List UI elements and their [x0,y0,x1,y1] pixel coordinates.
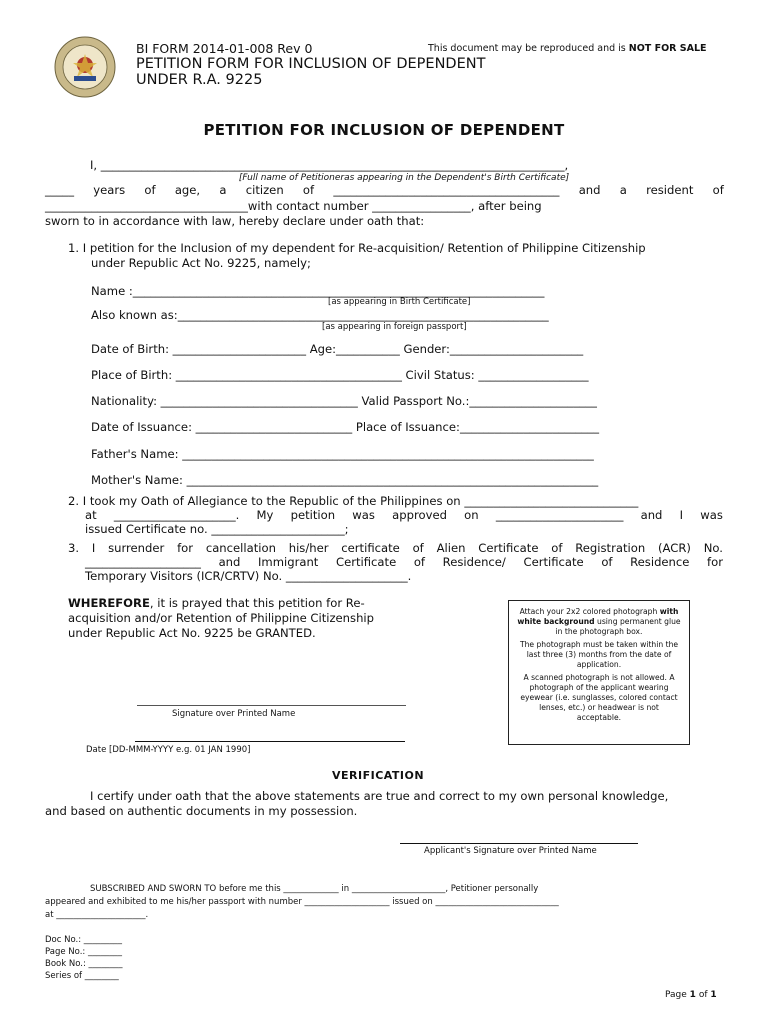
word: of [712,183,724,197]
word: and [640,508,663,522]
wherefore-line1-rest: , it is prayed that this petition for Re- [149,596,365,610]
word: Certificate [523,555,584,569]
word: surrender [108,541,165,555]
word: for [707,555,723,569]
jurat-line2[interactable]: appeared and exhibited to me his/her passport with number ____________________ issued on _____________________________ [45,897,559,907]
word: age, [174,183,201,197]
item2-line1[interactable]: 2. I took my Oath of Allegiance to the Republic of the Philippines on ______________________________ [68,494,639,508]
word: of [144,183,156,197]
oath-declaration-line: sworn to in accordance with law, hereby declare under oath that: [45,214,425,228]
birthplace-civil-status-field[interactable]: Place of Birth: _______________________________________ Civil Status: ___________________ [91,368,589,382]
photo-instruction-2: The photograph must be taken within the last three (3) months from the date of application. [519,640,679,669]
page-no-field[interactable]: Page No.: ________ [45,947,122,957]
petitioner-signature-line[interactable] [137,705,406,706]
resident-contact-line[interactable]: ___________________________________with contact number _________________, after being [45,199,542,213]
word: a [619,183,627,197]
series-field[interactable]: Series of ________ [45,971,119,981]
dependent-name-field[interactable]: Name :_______________________________________________________________________ [91,284,545,298]
verification-line2: and based on authentic documents in my possession. [45,804,358,818]
applicant-signature-label: Applicant's Signature over Printed Name [424,846,597,856]
word: was [700,508,723,522]
word: My [256,508,274,522]
word: _____________________. [113,508,240,522]
item3-line1 [68,541,723,555]
word: at [85,508,97,522]
item2-line3[interactable]: issued Certificate no. _______________________; [85,522,349,536]
word: Residence/ [442,555,506,569]
jurat-line1[interactable]: SUBSCRIBED AND SWORN TO before me this _____________ in ______________________, Petitioner personally [90,884,539,894]
word: and [218,555,241,569]
age-citizen-line [45,183,724,197]
word: years [93,183,126,197]
word: ____________________ [85,555,201,569]
verification-line1: I certify under oath that the above statements are true and correct to my own personal knowledge, [90,789,669,803]
form-title-line1: PETITION FORM FOR INCLUSION OF DEPENDENT [136,56,486,72]
word: of [601,555,613,569]
verification-heading: VERIFICATION [332,769,425,782]
word: of [413,555,426,569]
wherefore-line2: acquisition and/or Retention of Philippine Citizenship [68,611,374,625]
page-indicator [665,990,717,1000]
petitioner-name-field[interactable]: I, ________________________________________________________________________________, [90,158,569,172]
word: resident [646,183,694,197]
photo-box[interactable] [508,600,690,745]
not-for-sale-text: NOT FOR SALE [628,43,707,54]
reproduction-note-text: This document may be reproduced and is [428,43,626,54]
date-label: Date [DD-MMM-YYYY e.g. 01 JAN 1990] [86,745,251,755]
word: ______________________ [495,508,624,522]
photo-instruction-3: A scanned photograph is not allowed. A photograph of the applicant wearing eyewear (i.e. sunglasses, colored contact lenses, etc.) or headwear is not acceptable. [520,673,678,722]
word: of [412,541,424,555]
signature-label: Signature over Printed Name [172,709,296,719]
word: Registration [575,541,646,555]
word: citizen [245,183,284,197]
word: Immigrant [258,555,319,569]
word: Certificate [478,541,539,555]
mother-name-field[interactable]: Mother's Name: _______________________________________________________________________ [91,473,599,487]
page-prefix: Page [665,990,687,1000]
book-no-field[interactable]: Book No.: ________ [45,959,123,969]
page-of: of [698,990,708,1000]
photo-instruction-1b: using permanent glue in the photograph box. [555,617,681,636]
petitioner-name-caption: [Full name of Petitioneras appearing in the Dependent's Birth Certificate] [238,173,570,183]
form-number: BI FORM 2014-01-008 Rev 0 [136,41,313,56]
wherefore-line1 [68,596,365,610]
dob-age-gender-field[interactable]: Date of Birth: _______________________ Age:___________ Gender:_______________________ [91,342,584,356]
bureau-seal-logo [54,36,116,98]
form-title-line2: UNDER R.A. 9225 [136,72,263,88]
issuance-field[interactable]: Date of Issuance: ___________________________ Place of Issuance:________________________ [91,420,600,434]
nationality-passport-field[interactable]: Nationality: __________________________________ Valid Passport No.:______________________ [91,394,597,408]
photo-instruction-1 [517,607,681,637]
jurat-line3[interactable]: at _____________________. [45,910,149,920]
word: was [352,508,375,522]
word: and [578,183,601,197]
aka-field[interactable]: Also known as:________________________________________________________________ [91,308,549,322]
word: _______________________________________ [333,183,560,197]
page-total: 1 [710,990,717,1000]
word: approved [392,508,447,522]
father-name-field[interactable]: Father's Name: _______________________________________________________________________ [91,447,594,461]
word: for [177,541,194,555]
photo-white-bg-bold: with white background [517,607,679,626]
item3-line2[interactable] [85,555,723,569]
word: on [464,508,479,522]
item2-line2[interactable] [85,508,723,522]
word: I [91,541,96,555]
word: Alien [436,541,466,555]
doc-no-field[interactable]: Doc No.: _________ [45,935,123,945]
word: (ACR) [657,541,691,555]
dependent-name-caption: [as appearing in Birth Certificate] [328,297,471,307]
applicant-signature-line[interactable] [400,843,638,844]
page-number: 1 [689,990,696,1000]
date-line[interactable] [135,741,405,742]
aka-caption: [as appearing in foreign passport] [322,322,467,332]
wherefore-line3: under Republic Act No. 9225 be GRANTED. [68,626,316,640]
word: certificate [341,541,400,555]
word: Certificate [335,555,397,569]
word: I [679,508,684,522]
item1-text-line1: 1. I petition for the Inclusion of my dependent for Re-acquisition/ Retention of Philippine Citizenship [68,241,646,255]
word: petition [290,508,336,522]
word: of [302,183,315,197]
word: of [551,541,563,555]
word: _____ [45,183,74,197]
word: cancellation [205,541,276,555]
wherefore-bold: WHEREFORE [68,596,150,610]
word: his/her [288,541,329,555]
word: Residence [630,555,690,569]
item1-text-line2: under Republic Act No. 9225, namely; [91,256,311,270]
word: a [219,183,227,197]
page-title: PETITION FOR INCLUSION OF DEPENDENT [203,121,565,139]
photo-instruction-1a: Attach your 2x2 colored photograph [519,607,658,616]
reproduction-note [428,43,707,54]
word: No. [703,541,723,555]
item3-line3[interactable]: Temporary Visitors (ICR/CRTV) No. _____________________. [85,569,412,583]
word: 3. [68,541,80,555]
